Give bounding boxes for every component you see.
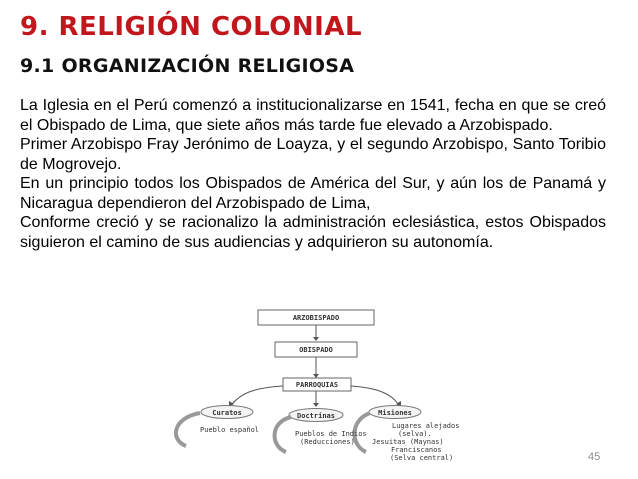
slide-title: 9. RELIGIÓN COLONIAL xyxy=(20,12,363,42)
arrow-down-icon xyxy=(313,403,319,407)
curved-arrow-icon xyxy=(275,417,291,452)
arzobispado-label: ARZOBISPADO xyxy=(292,314,340,322)
doctrinas-detail: (Reducciones) xyxy=(300,438,355,446)
arrow-down-icon xyxy=(313,337,319,341)
connector-left xyxy=(232,386,283,404)
slide-subtitle: 9.1 ORGANIZACIÓN RELIGIOSA xyxy=(20,55,355,77)
parroquias-label: PARROQUIAS xyxy=(295,381,339,389)
misiones-detail: Jesuitas (Maynas) xyxy=(372,438,444,446)
page-number: 45 xyxy=(588,451,601,463)
curved-arrow-icon xyxy=(176,413,200,446)
doctrinas-label: Doctrinas xyxy=(297,412,335,420)
misiones-detail: Franciscanos xyxy=(391,446,442,454)
paragraph: La Iglesia en el Perú comenzó a institucionalizarse en 1541, fecha en que se creó el Obispado de Lima, que siete años más tarde fue elevado a Arzobispado. xyxy=(20,97,606,134)
connector-right xyxy=(351,386,398,404)
paragraph: Primer Arzobispo Fray Jerónimo de Loayza, y el segundo Arzobispo, Santo Toribio de Mogrovejo. xyxy=(20,136,606,173)
misiones-detail: Lugares alejados xyxy=(392,422,460,430)
misiones-label: Misiones xyxy=(378,409,412,417)
curatos-label: Curatos xyxy=(212,409,242,417)
arrow-down-icon xyxy=(313,374,319,378)
curatos-detail: Pueblo español xyxy=(200,426,260,434)
paragraph: Conforme creció y se racionalizo la administración eclesiástica, estos Obispados siguieron el camino de sus audiencias y adquirieron su autonomía. xyxy=(20,214,606,251)
misiones-detail: (selva). xyxy=(398,430,432,438)
obispado-label: OBISPADO xyxy=(299,346,333,354)
doctrinas-detail: Pueblos de Indios xyxy=(295,430,367,438)
paragraph: En un principio todos los Obispados de América del Sur, y aún los de Panamá y Nicaragua dependieron del Arzobispado de Lima, xyxy=(20,175,606,212)
misiones-detail: (Selva central) xyxy=(390,454,454,462)
